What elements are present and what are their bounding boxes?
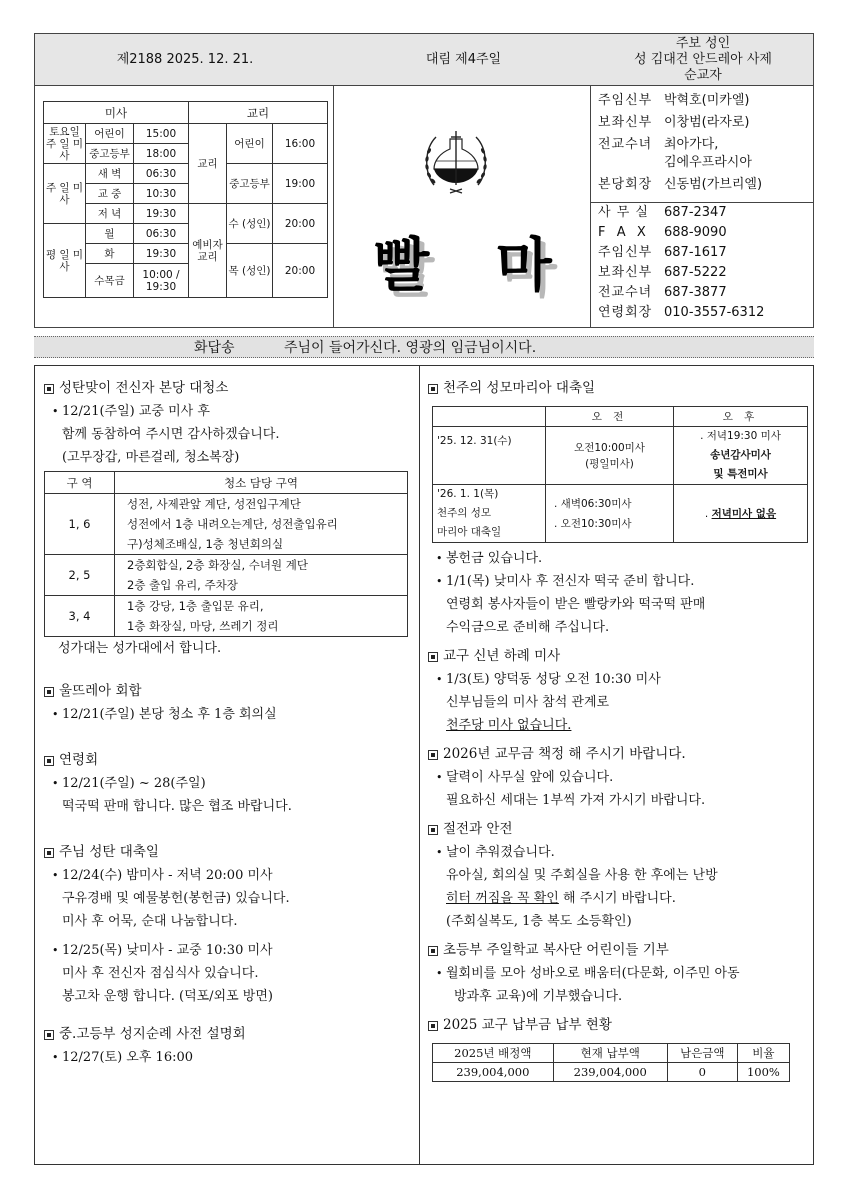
section-title: 천주의 성모마리아 대축일 [428,377,813,400]
text-line: 신부님들의 미사 참석 관계로 [446,695,610,710]
patron-saint-line: 주보 성인 [675,35,731,51]
contact-phone: 010-3557-6312 [664,305,765,320]
mass-name: 월 [86,224,134,244]
text-line: (주회실복도, 1층 복도 소등확인) [446,914,632,929]
dot-bullet-icon: • [52,1051,59,1064]
section-title: 초등부 주일학교 복사단 어린이들 기부 [428,939,813,962]
table-header: 남은금액 [667,1044,737,1063]
contact-role: 사 무 실 [598,205,649,220]
text-line: (고무장갑, 마른걸레, 청소복장) [62,450,240,465]
catechumen-label: 예비자 교리 [189,204,227,298]
square-bullet-icon [428,652,438,662]
bulletin-header [34,33,814,86]
column-divider [419,365,420,1165]
dot-bullet-icon: • [52,869,59,882]
bullet-item: • 12/27(토) 오후 16:00 [44,1046,414,1069]
mass-time: 18:00 [134,144,189,164]
bullet-item: • 12/21(주일) 본당 청소 후 1층 회의실 [44,703,414,726]
area-cell: 1층 강당, 1층 출입문 유리, 1층 화장실, 마당, 쓰레기 정리 [115,596,408,637]
section-title: 울뜨레아 회합 [44,680,414,703]
patron-saint-line: 성 김대건 안드레아 사제 [634,51,772,67]
heater-check-notice: 히터 꺼짐을 꼭 확인 [446,891,559,906]
staff-name: 박혁호(미카엘) [664,93,750,108]
bullet-item: • 날이 추워졌습니다. [428,841,813,864]
section-title: 성탄맞이 전신자 본당 대청소 [44,377,414,400]
contact-row [598,283,813,303]
section-title: 절전과 안전 [428,818,813,841]
am-cell: . 새벽06:30미사 . 오전10:30미사 [546,485,674,543]
staff-name: 신동범(가브리엘) [664,177,763,192]
dot-bullet-icon: • [52,708,59,721]
contact-role: 보좌신부 [598,265,653,280]
table-row [433,427,808,485]
zone-cell: 2, 5 [45,555,115,596]
contact-row [598,203,813,223]
table-header: 구 역 [45,472,115,494]
section-title: 연령회 [44,749,414,772]
contact-phone: 687-2347 [664,205,727,220]
liturgical-week: 대림 제4주일 [425,51,502,67]
dot-bullet-icon: • [52,944,59,957]
payment-ratio: 100% [737,1063,789,1082]
mass-time: 19:30 [134,204,189,224]
contact-phone: 687-1617 [664,245,727,260]
section-title: 교구 신년 하례 미사 [428,645,813,668]
catechism-header: 교리 [189,102,328,124]
bullet-item: • 1/3(토) 양덕동 성당 오전 10:30 미사 [428,668,813,691]
remaining-amount: 0 [667,1063,737,1082]
contact-role: 연령회장 [598,305,653,320]
text-line: 구유경배 및 예물봉헌(봉헌금) 있습니다. [62,891,290,906]
contact-role: 주임신부 [598,245,653,260]
contact-row [598,243,813,263]
catechism-time: 20:00 [273,204,328,244]
mass-time: 15:00 [134,124,189,144]
contact-list [598,203,813,323]
contact-role: 전교수녀 [598,285,653,300]
text-line: 필요하신 세대는 1부씩 가져 가시기 바랍니다. [446,793,706,808]
feast-schedule-table [432,406,808,543]
mass-name: 중고등부 [86,144,134,164]
square-bullet-icon [428,750,438,760]
contact-row [598,263,813,283]
date-cell: '25. 12. 31(수) [433,427,546,485]
bullet-item: • 봉헌금 있습니다. [428,547,813,570]
staff-role: 주임신부 [598,93,653,108]
text-line: 연령회 봉사자들이 받은 빨랑카와 떡국떡 판매 [446,597,706,612]
square-bullet-icon [428,946,438,956]
contact-phone: 687-3877 [664,285,727,300]
table-header [433,407,546,427]
contact-phone: 687-5222 [664,265,727,280]
mass-name: 화 [86,244,134,264]
pm-cell: . 저녁19:30 미사 송년감사미사 및 특전미사 [674,427,808,485]
text-line: 미사 후 전신자 점심식사 있습니다. [62,966,259,981]
staff-row [598,112,813,134]
right-column [428,377,813,1082]
table-header: 비율 [737,1044,789,1063]
bulletin-title [340,225,585,299]
text-line: 히터 꺼짐을 꼭 확인 해 주시기 바랍니다. [446,891,676,906]
paid-amount: 239,004,000 [553,1063,667,1082]
text-line: 봉고차 운행 합니다. (덕포/외포 방면) [62,989,273,1004]
staff-role: 본당회장 [598,177,653,192]
square-bullet-icon [44,384,54,394]
catechism-time: 19:00 [273,164,328,204]
text-line: 미사 후 어묵, 순대 나눔합니다. [62,914,238,929]
issue-number-date: 제2188 2025. 12. 21. [116,51,254,67]
mass-name: 저 녁 [86,204,134,224]
section-title: 중.고등부 성지순례 사전 설명회 [44,1023,414,1046]
table-row [433,485,808,543]
mass-time: 06:30 [134,224,189,244]
title-char: 빨 [373,231,430,299]
psalm-label: 화답송 [194,340,235,356]
bullet-item: • 12/21(주일) 교중 미사 후 [44,400,414,423]
psalm-text: 주님이 들어가신다. 영광의 임금님이시다. [284,340,537,356]
square-bullet-icon [44,687,54,697]
catechism-label: 교리 [189,124,227,204]
dot-bullet-icon: • [436,771,443,784]
catechism-time: 20:00 [273,244,328,298]
staff-row [598,90,813,112]
staff-row [598,152,813,174]
assessment-table [432,1043,790,1082]
table-header: 오 후 [674,407,808,427]
title-char: 마 [495,231,552,299]
catechism-name: 중고등부 [227,164,273,204]
divider [590,86,591,328]
mass-name: 새 벽 [86,164,134,184]
dot-bullet-icon: • [436,846,443,859]
mass-time: 10:30 [134,184,189,204]
area-cell: 2층회합실, 2층 화장실, 수녀원 계단 2층 출입 유리, 주차장 [115,555,408,596]
staff-role: 보좌신부 [598,115,653,130]
catechism-time: 16:00 [273,124,328,164]
saturday-mass-label: 토요일 주 일 미 사 [44,124,86,164]
contact-phone: 688-9090 [664,225,727,240]
text-line: 유아실, 회의실 및 주회실을 사용 한 후에는 난방 [446,868,718,883]
table-row [45,555,408,596]
mass-time: 19:30 [134,244,189,264]
left-column [44,377,414,1069]
dot-bullet-icon: • [436,967,443,980]
dot-bullet-icon: • [436,673,443,686]
cleaning-zone-table [44,471,408,637]
text-line: 방과후 교육)에 기부했습니다. [454,989,623,1004]
dot-bullet-icon: • [52,777,59,790]
mass-time: 10:00 / 19:30 [134,264,189,298]
bullet-item: • 12/25(목) 낮미사 - 교중 10:30 미사 [44,939,414,962]
square-bullet-icon [44,756,54,766]
table-row [433,1063,790,1082]
church-emblem-icon [420,125,492,197]
mass-schedule-table [43,101,328,298]
bullet-item: • 1/1(목) 낮미사 후 전신자 떡국 준비 합니다. [428,570,813,593]
mass-header: 미사 [44,102,189,124]
catechism-name: 목 (성인) [227,244,273,298]
staff-role [598,152,664,174]
square-bullet-icon [428,1021,438,1031]
square-bullet-icon [44,848,54,858]
area-cell: 성전, 사제관앞 계단, 성전입구계단 성전에서 1층 내려오는계단, 성전출입유리 구)성체조배실, 1층 청년회의실 [115,494,408,555]
staff-role: 전교수녀 [598,137,653,152]
square-bullet-icon [428,825,438,835]
divider [333,86,334,328]
text-line: 떡국떡 판매 합니다. 많은 협조 바랍니다. [62,799,292,814]
sunday-mass-label: 주 일 미 사 [44,164,86,224]
table-header: 현재 납부액 [553,1044,667,1063]
bullet-item: • 12/24(수) 밤미사 - 저녁 20:00 미사 [44,864,414,887]
table-header: 2025년 배정액 [433,1044,554,1063]
text-line: 수익금으로 준비해 주십니다. [446,620,610,635]
staff-list [598,90,813,196]
dot-bullet-icon: • [436,575,443,588]
contact-row [598,303,813,323]
table-row [45,596,408,637]
weekday-mass-label: 평 일 미 사 [44,224,86,298]
responsorial-psalm-bar [34,336,814,358]
catechism-name: 어린이 [227,124,273,164]
square-bullet-icon [428,384,438,394]
mass-name: 교 중 [86,184,134,204]
staff-name: 최아가다, [664,137,719,152]
zone-cell: 1, 6 [45,494,115,555]
contact-row [598,223,813,243]
section-title: 2026년 교무금 책정 해 주시기 바랍니다. [428,743,813,766]
square-bullet-icon [44,1030,54,1040]
dot-bullet-icon: • [436,552,443,565]
section-title: 2025 교구 납부금 납부 현황 [428,1014,813,1037]
table-header: 청소 담당 구역 [115,472,408,494]
contact-role: F A X [598,225,647,240]
bullet-item: • 12/21(주일) ~ 28(주일) [44,772,414,795]
no-mass-notice: 천주당 미사 없습니다. [446,718,572,733]
no-evening-mass-notice: 저녁미사 없음 [711,507,777,520]
zone-cell: 3, 4 [45,596,115,637]
date-cell: '26. 1. 1(목) 천주의 성모 마리아 대축일 [433,485,546,543]
bullet-item: • 월회비를 모아 성바오로 배움터(다문화, 이주민 아동 [428,962,813,985]
table-header: 오 전 [546,407,674,427]
text-line [428,714,813,737]
patron-saint [592,34,814,85]
mass-name: 어린이 [86,124,134,144]
section-title: 주님 성탄 대축일 [44,841,414,864]
staff-name: 이창범(라자로) [664,115,750,130]
pm-cell: . 저녁미사 없음 [674,485,808,543]
am-cell: 오전10:00미사 (평일미사) [546,427,674,485]
staff-row [598,174,813,196]
text-line: 함께 동참하여 주시면 감사하겠습니다. [62,427,280,442]
assigned-amount: 239,004,000 [433,1063,554,1082]
catechism-name: 수 (성인) [227,204,273,244]
table-row [45,494,408,555]
text-line: 성가대는 성가대에서 합니다. [58,641,222,656]
mass-name: 수목금 [86,264,134,298]
bullet-item: • 달력이 사무실 앞에 있습니다. [428,766,813,789]
patron-saint-line: 순교자 [684,67,722,83]
mass-time: 06:30 [134,164,189,184]
dot-bullet-icon: • [52,405,59,418]
staff-name: 김에우프라시아 [664,155,752,170]
